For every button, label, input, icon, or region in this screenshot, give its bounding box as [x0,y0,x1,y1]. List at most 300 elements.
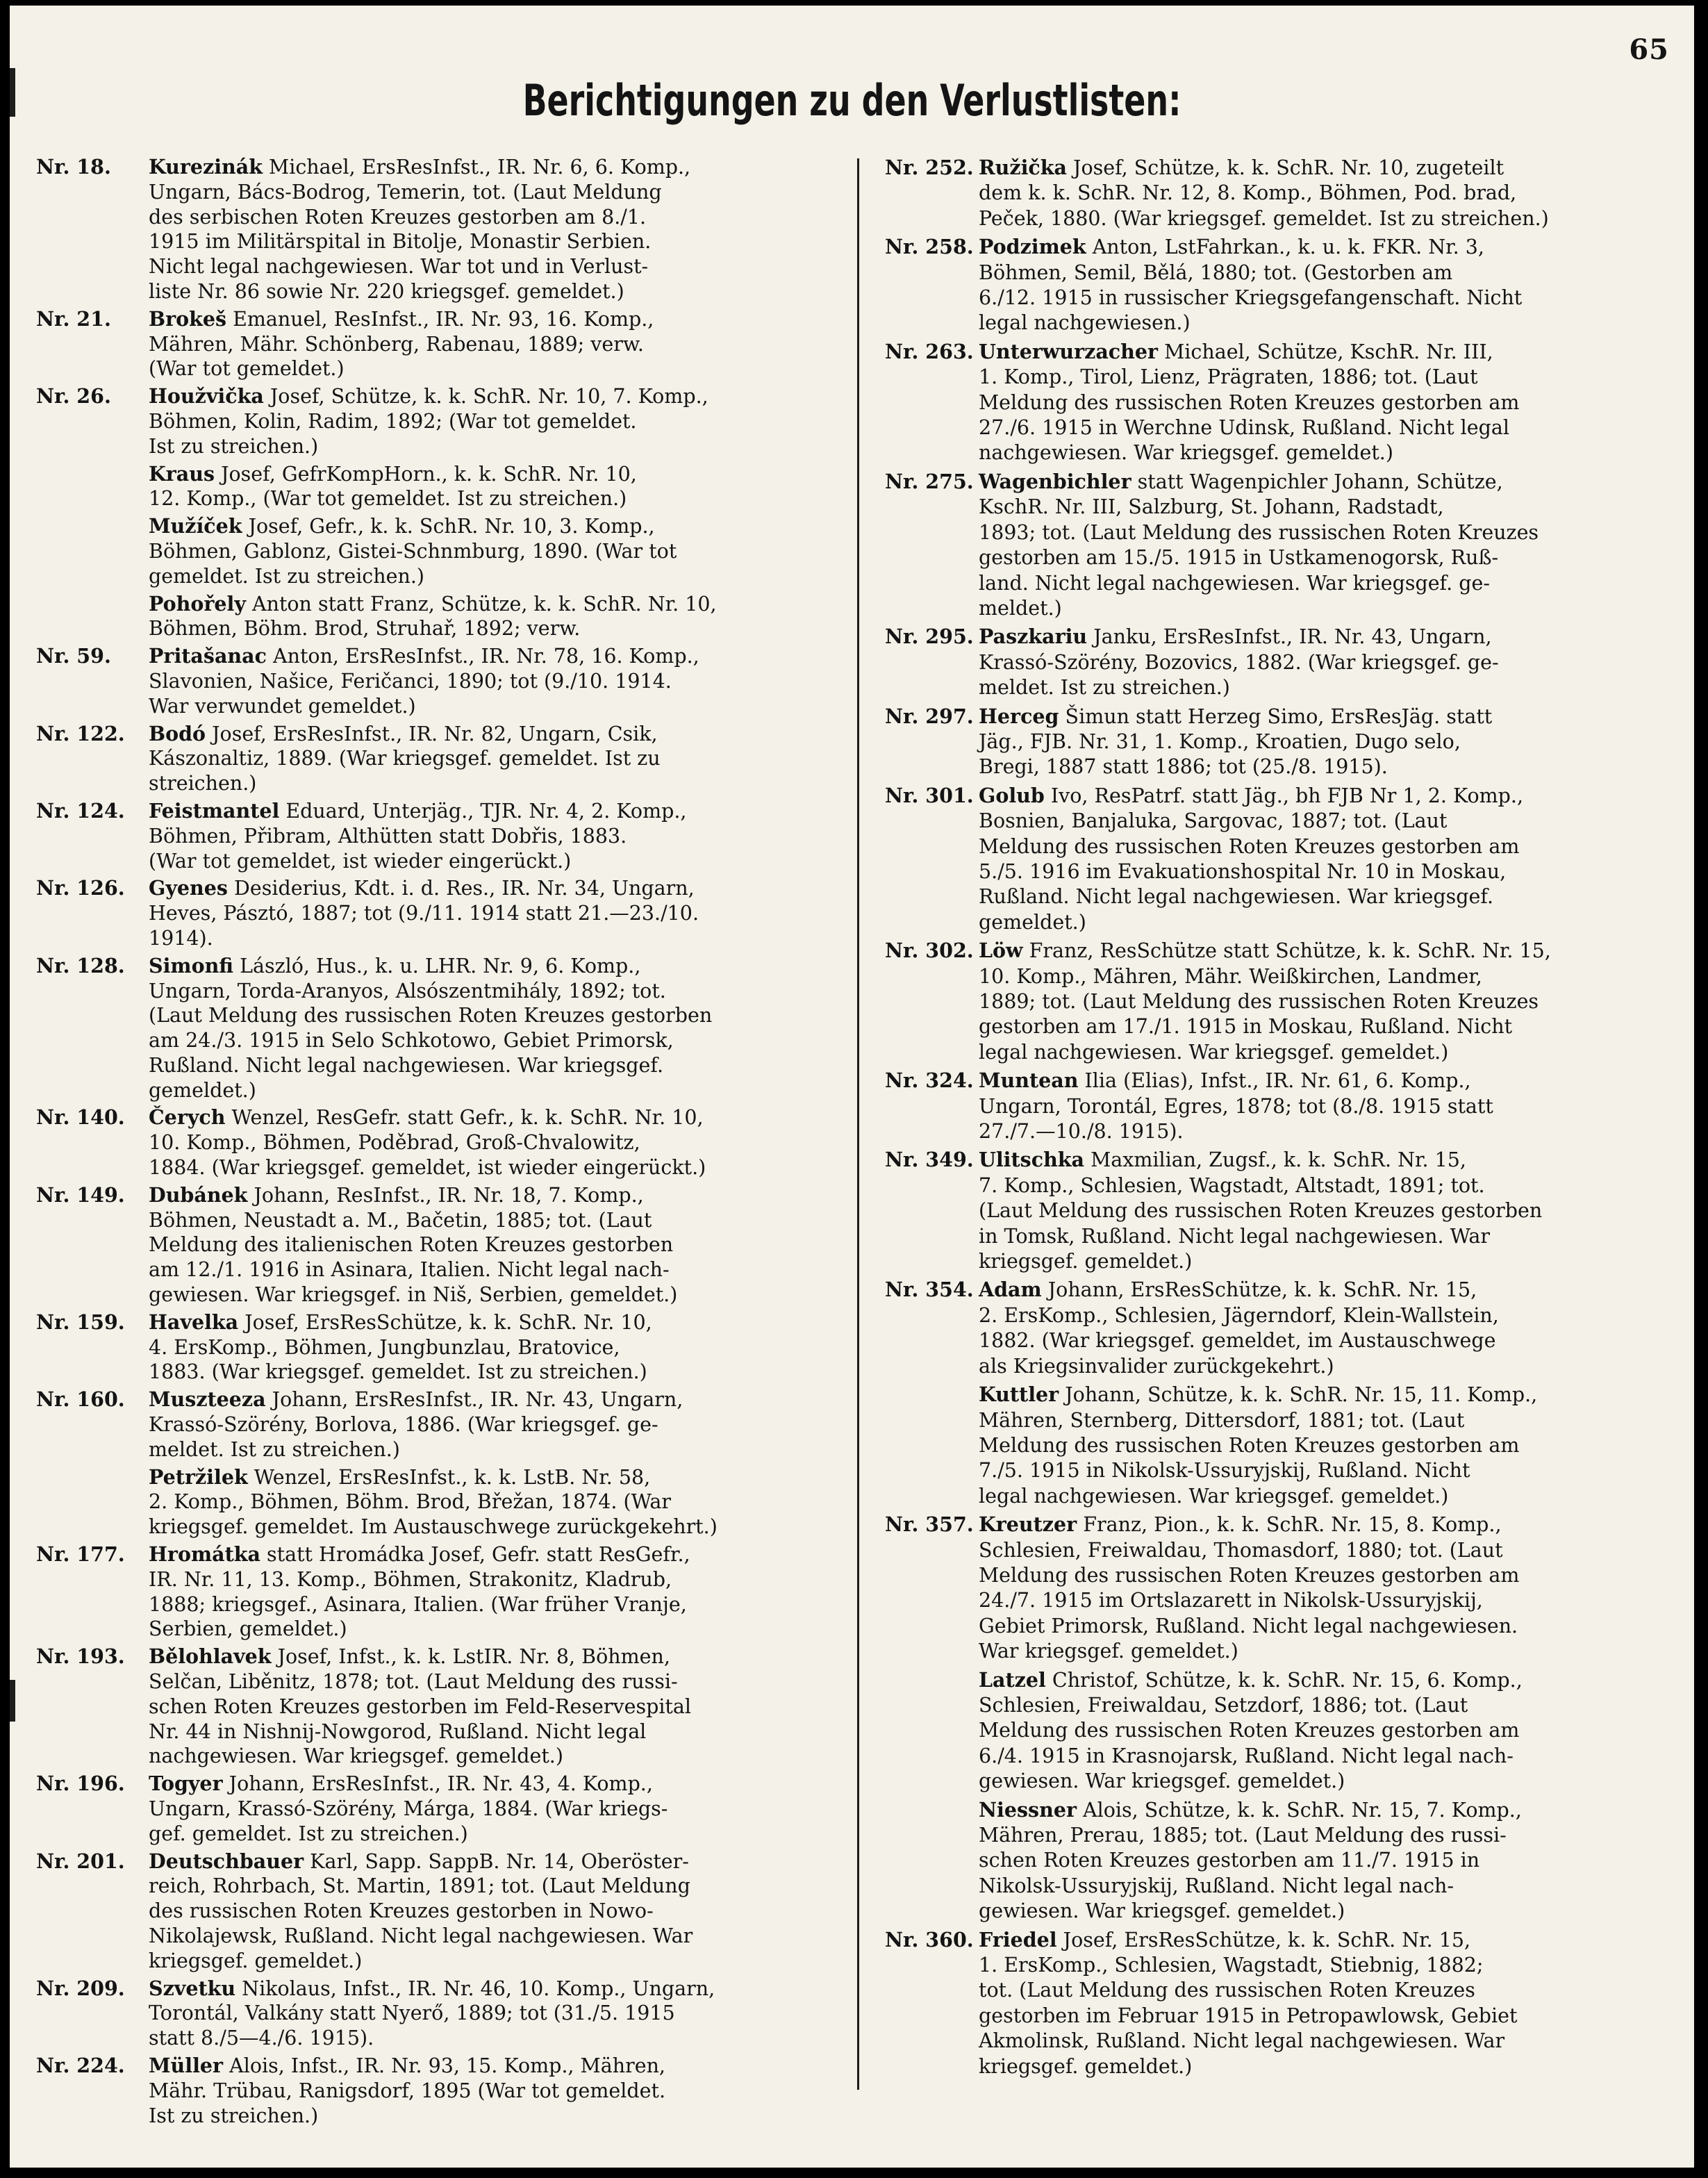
entry-line [149,1744,871,1769]
entry-number: Nr. 21. [36,306,111,331]
entry-text-line: 1. Komp., Tirol, Lienz, Prägraten, 1886; tot. (Laut [979,365,1478,389]
entry-text-line: Bregi, 1887 statt 1886; tot (25./8. 1915). [979,755,1388,779]
list-entry [36,1772,871,1846]
binding-mark [10,68,15,117]
entry-line [979,1667,1694,1693]
entry-line [36,721,871,747]
entry-text-line: Rußland. Nicht legal nachgewiesen. War kriegsgef. [979,885,1493,909]
entry-text-line: War kriegsgef. gemeldet.) [979,1640,1238,1663]
entry-line [149,669,871,694]
entry-line [149,1155,871,1180]
entry-text-line: Krassó-Szörény, Borlova, 1886. (War kriegsgef. ge- [149,1413,658,1437]
entry-line [36,1542,871,1567]
entry-line [979,650,1694,675]
entry-text-line: gemeldet. Ist zu streichen.) [149,564,425,588]
entry-name-line: Brokeš Emanuel, ResInfst., IR. Nr. 93, 16. Komp., [149,306,654,331]
entry-line [149,2026,871,2051]
list-entry [149,462,871,512]
entry-line [979,1354,1694,1379]
entry-name-line: Unterwurzacher Michael, Schütze, KschR. Nr. III, [979,339,1493,363]
entry-text-line: Serbien, gemeldet.) [149,1617,347,1641]
entry-line [36,1387,871,1412]
entry-line [979,1899,1694,1924]
entry-line [149,1822,871,1847]
entry-line [149,1437,871,1462]
entry-text-line: 7. Komp., Schlesien, Wagstadt, Altstadt, 1891; tot. [979,1173,1485,1197]
entry-text-line: Gebiet Primorsk, Rußland. Nicht legal nachgewiesen. [979,1614,1518,1637]
entry-name-line: Pritašanac Anton, ErsResInfst., IR. Nr. 78, 16. Komp., [149,644,699,668]
entry-number: Nr. 177. [36,1542,125,1567]
entry-line [885,1512,1694,1537]
entry-text-line: Ist zu streichen.) [149,434,319,458]
entry-line [979,1303,1694,1328]
entry-text-line: kriegsgef. gemeldet. Im Austauschwege zurückgekehrt.) [149,1515,718,1539]
list-entry [979,1667,1694,1795]
entry-line [979,390,1694,415]
entry-line [979,311,1694,336]
entry-text-line: gewiesen. War kriegsgef. gemeldet.) [979,1899,1345,1923]
entry-line [885,155,1694,181]
entry-line [979,884,1694,909]
entry-number: Nr. 26. [36,384,111,409]
entry-text-line: dem k. k. SchR. Nr. 12, 8. Komp., Böhmen, Pod. brad, [979,181,1517,205]
entry-line [979,520,1694,545]
page-title: Berichtigungen zu den Verlustlisten: [522,75,1181,126]
list-entry [885,624,1694,700]
entry-line [36,1976,871,2002]
entry-text-line: Nikolajewsk, Rußland. Nicht legal nachgewiesen. War [149,1924,693,1947]
entry-line [979,1538,1694,1563]
entry-line [149,926,871,951]
entry-line [885,1068,1694,1094]
entry-name-line: Herceg Šimun statt Herzeg Simo, ErsResJäg. statt [979,704,1493,728]
entry-text-line: gemeldet.) [979,910,1086,934]
entry-name-line: Deutschbauer Karl, Sapp. SappB. Nr. 14, Oberöster- [149,1849,689,1873]
entry-number: Nr. 224. [36,2053,125,2077]
entry-text-line: Mähren, Prerau, 1885; tot. (Laut Meldung des russi- [979,1824,1507,1847]
entry-line [149,694,871,719]
entry-line [885,1927,1694,1953]
entry-text-line: 7./5. 1915 in Nikolsk-Ussuryjskij, Rußland. Nicht [979,1459,1470,1483]
entry-line [979,809,1694,834]
entry-text-line: Nikolsk-Ussuryjskij, Rußland. Nicht legal nach- [979,1874,1454,1897]
page-number: 65 [1629,33,1669,66]
entry-number: Nr. 354. [885,1278,974,1302]
entry-name-line: Friedel Josef, ErsResSchütze, k. k. SchR. Nr. 15, [979,1927,1471,1952]
entry-line [36,876,871,901]
list-entry [885,339,1694,466]
entry-line [979,1693,1694,1718]
entry-name-line: Muntean Ilia (Elias), Infst., IR. Nr. 61, 6. Komp., [979,1069,1471,1093]
list-entry [885,1512,1694,1664]
list-entry [36,1644,871,1769]
entry-number: Nr. 295. [885,625,974,649]
list-entry [36,798,871,873]
entry-text-line: (Laut Meldung des russischen Roten Kreuzes gestorben [979,1199,1543,1223]
entry-text-line: 24./7. 1915 im Ortslazarett in Nikolsk-Ussuryjskij, [979,1589,1483,1612]
list-entry [885,469,1694,621]
list-entry [36,1849,871,1974]
list-entry [36,876,871,950]
entry-line [149,1924,871,1949]
entry-line [885,704,1694,729]
entry-line [885,938,1694,964]
entry-text-line: Meldung des russischen Roten Kreuzes gestorben am [979,390,1520,414]
entry-line [149,1465,871,1490]
entry-text-line: tot. (Laut Meldung des russischen Roten Kreuzes [979,1979,1475,2002]
entry-line [979,1173,1694,1198]
entry-text-line: meldet.) [979,596,1062,620]
entry-line [149,1335,871,1360]
entry-line [979,910,1694,935]
entry-line [149,356,871,381]
entry-text-line: gewiesen. War kriegsgef. in Niš, Serbien, gemeldet.) [149,1283,678,1307]
entry-name-line: Pohořely Anton statt Franz, Schütze, k. k. SchR. Nr. 10, [149,591,717,616]
entry-name-line: Adam Johann, ErsResSchütze, k. k. SchR. Nr. 15, [979,1278,1477,1302]
entry-line [149,2104,871,2129]
entry-line [149,229,871,254]
entry-name-line: Podzimek Anton, LstFahrkan., k. u. k. FKR. Nr. 3, [979,235,1484,259]
entry-line [885,1147,1694,1173]
entry-text-line: des russischen Roten Kreuzes gestorben in Nowo- [149,1899,654,1923]
entry-text-line: Slavonien, Našice, Feričanci, 1890; tot (9./10. 1914. [149,669,672,693]
entry-name-line: Paszkariu Janku, ErsResInfst., IR. Nr. 43, Ungarn, [979,625,1492,649]
entry-text-line: schen Roten Kreuzes gestorben im Feld-Reservespital [149,1694,691,1718]
entry-line [149,1360,871,1385]
entry-text-line: Meldung des russischen Roten Kreuzes gestorben am [979,1719,1520,1742]
list-entry [36,1182,871,1307]
entry-number: Nr. 122. [36,721,125,745]
entry-name-line: Petržilek Wenzel, ErsResInfst., k. k. LstB. Nr. 58, [149,1465,651,1489]
entry-number: Nr. 302. [885,939,974,963]
entry-text-line: Schlesien, Freiwaldau, Setzdorf, 1886; tot. (Laut [979,1693,1468,1717]
entry-line [149,1797,871,1822]
entry-text-line: 1914). [149,926,213,950]
entry-text-line: meldet. Ist zu streichen.) [979,676,1230,700]
entry-number: Nr. 275. [885,469,974,493]
entry-text-line: gef. gemeldet. Ist zu streichen.) [149,1822,468,1845]
entry-line [979,1094,1694,1119]
entry-text-line: Meldung des italienischen Roten Kreuzes gestorben [149,1233,674,1257]
list-entry [36,1542,871,1642]
entry-line [149,1719,871,1744]
entry-text-line: 1. ErsKomp., Schlesien, Wagstadt, Stiebnig, 1882; [979,1954,1484,1977]
entry-line [149,1028,871,1053]
entry-text-line: Böhmen, Kolin, Radim, 1892; (War tot gemeldet. [149,409,637,433]
entry-name-line: Gyenes Desiderius, Kdt. i. d. Res., IR. Nr. 34, Ungarn, [149,876,695,900]
entry-text-line: statt 8./5—4./6. 1915). [149,2027,374,2050]
entry-line [36,1644,871,1669]
entry-line [979,675,1694,700]
entry-line [149,2001,871,2026]
entry-line [36,1310,871,1335]
entry-line [149,486,871,511]
entry-text-line: Ungarn, Torontál, Egres, 1878; tot (8./8. 1915 statt [979,1094,1493,1118]
entry-text-line: 10. Komp., Mähren, Mähr. Weißkirchen, Landmer, [979,964,1482,988]
entry-name-line: Dubánek Johann, ResInfst., IR. Nr. 18, 7. Komp., [149,1182,644,1207]
entry-number: Nr. 252. [885,156,974,179]
entry-text-line: 2. ErsKomp., Schlesien, Jägerndorf, Klein-Wallstein, [979,1303,1499,1327]
entry-line [149,2079,871,2104]
entry-line [979,1744,1694,1769]
entry-number: Nr. 258. [885,235,974,259]
entry-line [979,415,1694,440]
entry-line [979,2029,1694,2054]
entry-number: Nr. 209. [36,1976,125,2000]
entry-text-line: gewiesen. War kriegsgef. gemeldet.) [979,1769,1345,1793]
entry-text-line: gestorben am 15./5. 1915 in Ustkamenogorsk, Ruß- [979,546,1499,570]
entry-line [149,1592,871,1617]
entry-line [36,1849,871,1874]
entry-text-line: Kászonaltiz, 1889. (War kriegsgef. gemeldet. Ist zu [149,747,661,770]
entry-text-line: 1893; tot. (Laut Meldung des russischen Roten Kreuzes [979,520,1539,544]
entry-line [149,279,871,304]
entry-number: Nr. 140. [36,1105,125,1130]
entry-line [149,539,871,564]
entry-line [979,571,1694,596]
entry-line [149,514,871,539]
entry-line [36,953,871,979]
entry-text-line: (War tot gemeldet, ist wieder eingerückt.) [149,849,572,873]
entry-text-line: Rußland. Nicht legal nachgewiesen. War kriegsgef. [149,1053,663,1077]
entry-line [149,746,871,771]
list-entry [885,155,1694,231]
entry-text-line: Akmolinsk, Rußland. Nicht legal nachgewiesen. War [979,2029,1505,2053]
entry-text-line: am 12./1. 1916 in Asinara, Italien. Nicht legal nach- [149,1258,670,1282]
entry-line [979,1458,1694,1483]
entry-line [149,1003,871,1028]
entry-line [979,1639,1694,1664]
entry-number: Nr. 357. [885,1512,974,1537]
list-entry [36,1976,871,2051]
entry-text-line: 5./5. 1916 im Evakuationshospital Nr. 10 in Moskau, [979,859,1507,883]
entry-text-line: Mähren, Sternberg, Dittersdorf, 1881; tot. (Laut [979,1408,1465,1432]
entry-line [979,1328,1694,1353]
entry-line [149,1874,871,1899]
entry-text-line: Peček, 1880. (War kriegsgef. gemeldet. Ist zu streichen.) [979,206,1549,230]
entry-number: Nr. 324. [885,1069,974,1093]
entry-name-line: Kreutzer Franz, Pion., k. k. SchR. Nr. 15, 8. Komp., [979,1512,1502,1537]
entry-number: Nr. 301. [885,783,974,807]
entry-line [885,469,1694,495]
entry-text-line: Krassó-Szörény, Bozovics, 1882. (War kriegsgef. ge- [979,650,1499,674]
entry-text-line: land. Nicht legal nachgewiesen. War kriegsgef. ge- [979,571,1490,595]
list-entry [885,1068,1694,1144]
entry-name-line: Hromátka statt Hromádka Josef, Gefr. statt ResGefr., [149,1542,690,1567]
entry-name-line: Müller Alois, Infst., IR. Nr. 93, 15. Komp., Mähren, [149,2053,665,2077]
entry-text-line: in Tomsk, Rußland. Nicht legal nachgewiesen. War [979,1224,1491,1248]
entry-text-line: gestorben am 17./1. 1915 in Moskau, Rußland. Nicht [979,1015,1513,1039]
entry-line [36,306,871,332]
entry-number: Nr. 201. [36,1849,125,1873]
entry-line [979,495,1694,520]
list-entry [36,1310,871,1385]
list-entry [36,384,871,459]
entry-name-line: Bodó Josef, ErsResInfst., IR. Nr. 82, Ungarn, Csik, [149,721,658,745]
entry-line [979,1014,1694,1039]
entry-name-line: Muszteeza Johann, ErsResInfst., IR. Nr. 43, Ungarn, [149,1387,683,1412]
entry-text-line: kriegsgef. gemeldet.) [979,2054,1193,2078]
entry-line [979,1978,1694,2003]
entry-line [979,286,1694,311]
entry-text-line: legal nachgewiesen.) [979,311,1191,335]
entry-line [36,1105,871,1130]
entry-line [149,1515,871,1540]
left-column [36,155,871,2131]
entry-text-line: Mähr. Trübau, Ranigsdorf, 1895 (War tot gemeldet. [149,2079,666,2102]
entry-text-line: 27./6. 1915 in Werchne Udinsk, Rußland. Nicht legal [979,416,1509,440]
list-entry [36,306,871,381]
entry-text-line: Schlesien, Freiwaldau, Thomasdorf, 1880; tot. (Laut [979,1538,1503,1562]
list-entry [885,234,1694,336]
entry-text-line: kriegsgef. gemeldet.) [979,1250,1193,1273]
entry-text-line: 1888; kriegsgef., Asinara, Italien. (War früher Vranje, [149,1592,687,1616]
entry-text-line: War verwundet gemeldet.) [149,694,416,718]
entry-text-line: Meldung des russischen Roten Kreuzes gestorben am [979,1433,1520,1457]
entry-line [979,964,1694,989]
entry-text-line: 1883. (War kriegsgef. gemeldet. Ist zu streichen.) [149,1360,647,1384]
entry-line [149,462,871,487]
entry-text-line: liste Nr. 86 sowie Nr. 220 kriegsgef. gemeldet.) [149,279,624,303]
entry-line [885,783,1694,809]
entry-line [149,1694,871,1719]
entry-line [149,1899,871,1924]
list-entry [36,644,871,718]
entry-text-line: Meldung des russischen Roten Kreuzes gestorben am [979,1563,1520,1587]
entry-name-line: Szvetku Nikolaus, Infst., IR. Nr. 46, 10. Komp., Ungarn, [149,1976,715,2000]
list-entry [885,1147,1694,1274]
entry-line [979,1119,1694,1144]
document-page [10,6,1694,2168]
entry-line [149,434,871,459]
list-entry [885,704,1694,780]
entry-line [979,2054,1694,2079]
entry-line [149,771,871,796]
entry-line [979,1198,1694,1223]
entry-name-line: Bělohlavek Josef, Infst., k. k. LstIR. Nr. 8, Böhmen, [149,1644,670,1669]
entry-number: Nr. 297. [885,704,974,728]
entry-line [979,1848,1694,1873]
entry-text-line: Böhmen, Neustadt a. M., Bačetin, 1885; tot. (Laut [149,1208,652,1232]
entry-text-line: nachgewiesen. War kriegsgef. gemeldet.) [149,1744,563,1768]
list-entry [885,1927,1694,2079]
entry-number: Nr. 149. [36,1182,125,1207]
entry-line [979,181,1694,206]
entry-name-line: Feistmantel Eduard, Unterjäg., TJR. Nr. 4, 2. Komp., [149,798,687,823]
entry-text-line: legal nachgewiesen. War kriegsgef. gemeldet.) [979,1484,1449,1508]
entry-number: Nr. 18. [36,155,111,179]
entry-text-line: Selčan, Liběnitz, 1878; tot. (Laut Meldung des russi- [149,1670,678,1694]
entry-line [149,1949,871,1974]
list-entry [149,592,871,642]
list-entry [885,938,1694,1065]
entry-number: Nr. 193. [36,1644,125,1669]
entry-text-line: am 24./3. 1915 in Selo Schkotowo, Gebiet Primorsk, [149,1029,674,1053]
list-entry [149,514,871,588]
list-entry [36,953,871,1103]
entry-number: Nr. 126. [36,876,125,900]
entry-line [979,1382,1694,1408]
entry-line [979,1823,1694,1848]
entry-line [979,989,1694,1014]
entry-line [149,254,871,279]
entry-number: Nr. 160. [36,1387,125,1412]
entry-line [149,1567,871,1592]
entry-number: Nr. 349. [885,1148,974,1172]
entry-name-line: Kurezinák Michael, ErsResInfst., IR. Nr. 6, 6. Komp., [149,155,691,179]
entry-text-line: 6./4. 1915 in Krasnojarsk, Rußland. Nicht legal nach- [979,1744,1514,1767]
entry-line [979,1224,1694,1249]
entry-text-line: streichen.) [149,772,257,795]
entry-name-line: Niessner Alois, Schütze, k. k. SchR. Nr. 15, 7. Komp., [979,1797,1522,1822]
entry-line [149,616,871,641]
entry-text-line: (Laut Meldung des russischen Roten Kreuzes gestorben [149,1004,713,1028]
entry-text-line: Meldung des russischen Roten Kreuzes gestorben am [979,834,1520,858]
entry-name-line: Mužíček Josef, Gefr., k. k. SchR. Nr. 10, 3. Komp., [149,514,655,538]
entry-text-line: 12. Komp., (War tot gemeldet. Ist zu streichen.) [149,487,627,511]
entry-number: Nr. 360. [885,1927,974,1952]
list-entry [36,155,871,304]
entry-line [885,624,1694,650]
entry-text-line: 1884. (War kriegsgef. gemeldet, ist wieder eingerückt.) [149,1156,706,1180]
entry-name-line: Ulitschka Maxmilian, Zugsf., k. k. SchR. Nr. 15, [979,1148,1466,1172]
entry-line [979,596,1694,621]
entry-line [979,440,1694,465]
entry-line [979,1408,1694,1433]
entry-name-line: Havelka Josef, ErsResSchütze, k. k. SchR. Nr. 10, [149,1310,652,1334]
entry-line [885,1277,1694,1303]
entry-line [149,1232,871,1257]
entry-line [979,1797,1694,1823]
entry-line [149,409,871,434]
entry-text-line: gemeldet.) [149,1078,256,1102]
entry-line [149,1130,871,1155]
list-entry [149,1465,871,1540]
entry-name-line: Latzel Christof, Schütze, k. k. SchR. Nr. 15, 6. Komp., [979,1667,1523,1692]
entry-text-line: Nicht legal nachgewiesen. War tot und in Verlust- [149,255,649,279]
entry-text-line: 6./12. 1915 in russischer Kriegsgefangenschaft. Nicht [979,286,1523,310]
entry-name-line: Čerych Wenzel, ResGefr. statt Gefr., k. k. SchR. Nr. 10, [149,1105,704,1130]
entry-line [979,1249,1694,1274]
entry-line [36,798,871,824]
entry-line [149,180,871,205]
entry-text-line: meldet. Ist zu streichen.) [149,1437,400,1461]
entry-name-line: Kuttler Johann, Schütze, k. k. SchR. Nr. 15, 11. Komp., [979,1383,1538,1407]
entry-text-line: Ist zu streichen.) [149,2104,319,2127]
entry-text-line: Jäg., FJB. Nr. 31, 1. Komp., Kroatien, Dugo selo, [979,729,1461,753]
entry-text-line: Mähren, Mähr. Schönberg, Rabenau, 1889; verw. [149,332,644,356]
entry-line [36,644,871,669]
entry-line [979,2004,1694,2029]
entry-text-line: Nr. 44 in Nishnij-Nowgorod, Rußland. Nicht legal [149,1719,647,1743]
entry-name-line: Wagenbichler statt Wagenpichler Johann, Schütze, [979,469,1503,493]
entry-text-line: Böhmen, Böhm. Brod, Struhař, 1892; verw. [149,617,581,641]
entry-text-line: nachgewiesen. War kriegsgef. gemeldet.) [979,441,1393,465]
entry-text-line: Böhmen, Gablonz, Gistei-Schnmburg, 1890. (War tot [149,539,677,563]
entry-text-line: Torontál, Valkány statt Nyerő, 1889; tot (31./5. 1915 [149,2002,675,2025]
entry-line [149,564,871,589]
entry-name-line: Simonfi László, Hus., k. u. LHR. Nr. 9, 6. Komp., [149,953,641,977]
entry-text-line: 10. Komp., Böhmen, Poděbrad, Groß-Chvalowitz, [149,1131,640,1155]
entry-text-line: des serbischen Roten Kreuzes gestorben am 8./1. [149,205,647,229]
entry-line [979,1953,1694,1978]
entry-line [149,1617,871,1642]
entry-line [885,234,1694,260]
entry-text-line: legal nachgewiesen. War kriegsgef. gemeldet.) [979,1040,1449,1064]
entry-line [149,592,871,617]
entry-text-line: 1882. (War kriegsgef. gemeldet, im Austauschwege [979,1329,1496,1353]
entry-text-line: reich, Rohrbach, St. Martin, 1891; tot. (Laut Meldung [149,1874,690,1898]
